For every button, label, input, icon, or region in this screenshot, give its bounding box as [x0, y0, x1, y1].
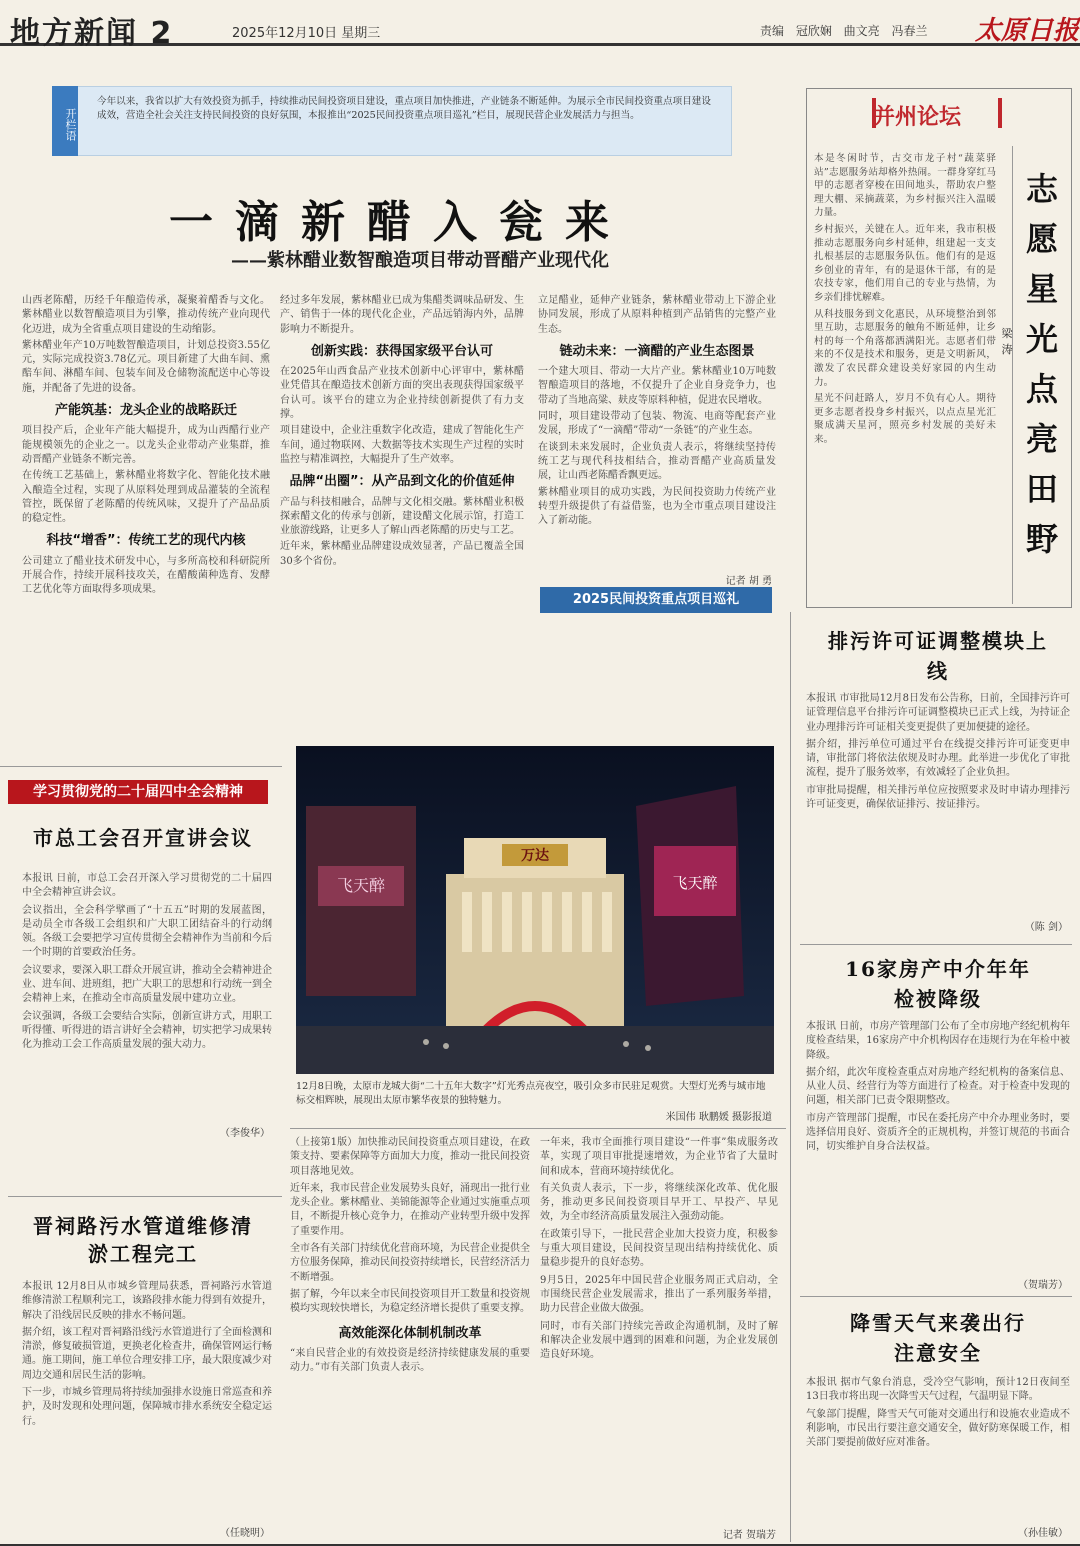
section-divider: [290, 1128, 786, 1129]
paragraph: 立足醋业，延伸产业链条，紫林醋业带动上下游企业协同发展，形成了从原料种植到产品销售的完整产业生态。: [538, 295, 776, 335]
column-intro-box: [52, 86, 732, 156]
paragraph: 一年来，我市全面推行项目建设“一件事”集成服务改革，实现了项目审批提速增效，为企业节省了大量时间和成本，营商环境持续优化。: [540, 1137, 778, 1177]
section-title: [10, 8, 173, 52]
article-byline: （陈 剑）: [1024, 922, 1068, 933]
lead-column-2: [280, 294, 524, 670]
paragraph: 乡村振兴，关键在人。近年来，我市积极推动志愿服务向乡村延伸，组建起一支支扎根基层的志愿服务队伍。他们有的是返乡创业的青年，有的是退休干部，有的是农技专家，他们用自己的专业与热情，为乡亲们排忧解难。: [814, 223, 996, 303]
lead-subheadline: ——紫林醋业数智酿造项目带动晋醋产业现代化: [231, 250, 609, 271]
forum-tag: 并州论坛: [873, 105, 962, 130]
article-byline: 记者 贺瑞芳: [722, 1530, 776, 1541]
paragraph: 本报讯 日前，市总工会召开深入学习贯彻党的二十届四中全会精神宣讲会议。: [22, 873, 272, 899]
photo-credit: 米国伟 耿鹏媛 摄影报道: [665, 1112, 772, 1123]
article-title: 排污许可证调整模块上线: [828, 629, 1048, 683]
paragraph: 全市各有关部门持续优化营商环境，为民营企业提供全方位服务保障，推动民间投资持续增长，民营经济活力不断增强。: [290, 1243, 530, 1283]
news-photo: [296, 746, 774, 1074]
paragraph: 经过多年发展，紫林醋业已成为集醋类调味品研发、生产、销售于一体的现代化企业，产品远销海内外，品牌影响力不断提升。: [280, 295, 524, 335]
series-banner: 2025民间投资重点项目巡礼: [540, 587, 772, 613]
paragraph: 在政策引导下，一批民营企业加大投资力度，积极参与重大项目建设，民间投资呈现出结构持续优化、质量稳步提升的良好态势。: [540, 1228, 778, 1269]
paragraph: 市房产管理部门提醒，市民在委托房产中介办理业务时，要选择信用良好、资质齐全的正规机构，并签订规范的书面合同，切实维护自身合法权益。: [806, 1112, 1070, 1153]
article-byline: （孙佳敏）: [1018, 1528, 1068, 1539]
section-heading: 科技“增香”：传统工艺的现代内核: [46, 533, 246, 549]
paragraph: 本是冬闲时节，古交市龙子村“蔬菜驿站”志愿服务站却格外热闹。一群身穿红马甲的志愿者穿梭在田间地头，帮助农户整理大棚、采摘蔬菜，为乡村振兴注入温暖力量。: [814, 153, 996, 219]
paragraph: 公司建立了醋业技术研发中心，与多所高校和科研院所开展合作，持续开展科技攻关，在醋酸菌种选育、发酵工艺优化等方面取得多项成果。: [22, 555, 270, 596]
paragraph: 本报讯 12月8日从市城乡管理局获悉，晋祠路污水管道维修清淤工程顺利完工，该路段排水能力得到有效提升，解决了沿线居民反映的排水不畅问题。: [22, 1281, 272, 1321]
lead-column-1: [22, 294, 270, 670]
section-name: 地方新闻: [10, 16, 138, 51]
article-title: 晋祠路污水管道维修清淤工程完工: [33, 1214, 253, 1266]
section-heading: 品牌“出圈”：从产品到文化的价值延伸: [289, 474, 515, 490]
paragraph: 近年来，我市民营企业发展势头良好，涌现出一批行业龙头企业。紫林醋业、美锦能源等企业通过实施重点项目，不断提升核心竞争力，在推动产业转型升级中发挥了重要作用。: [290, 1182, 530, 1237]
article-body: [22, 1280, 272, 1526]
section-heading: 链动未来：一滴醋的产业生态图景: [559, 343, 755, 359]
paragraph: 本报讯 日前，市房产管理部门公布了全市房地产经纪机构年度检查结果，16家房产中介机构因存在违规行为在年检中被降级。: [806, 1021, 1070, 1061]
paragraph: 会议强调，各级工会要结合实际，创新宣讲方式，用职工听得懂、听得进的语言讲好全会精神，切实把学习成果转化为推动工会工作高质量发展的强大动力。: [22, 1010, 272, 1051]
forum-author: 梁涛: [1001, 327, 1013, 356]
paragraph: 星光不问赶路人，岁月不负有心人。期待更多志愿者投身乡村振兴，以点点星光汇聚成满天星河，照亮乡村发展的美好未来。: [814, 393, 996, 445]
paragraph: 在谈到未来发展时，企业负责人表示，将继续坚持传统工艺与现代科技相结合，推动晋醋产业高质量发展，让山西老陈醋香飘更远。: [538, 441, 776, 482]
issue-date: 2025年12月10日 星期三: [232, 26, 381, 41]
article-byline: （李俊华）: [220, 1128, 270, 1139]
paragraph: 近年来，紫林醋业品牌建设成效显著，产品已覆盖全国30多个省份。: [280, 541, 524, 567]
paragraph: 同时，项目建设带动了包装、物流、电商等配套产业发展，形成了“一滴醋”带动“一条链”的产业生态。: [538, 411, 776, 437]
forum-title: 志愿星光点亮田野: [1025, 170, 1058, 558]
paragraph: 据介绍，此次年度检查重点对房地产经纪机构的备案信息、从业人员、经营行为等方面进行了检查。对于检查中发现的问题，相关部门已责令限期整改。: [806, 1066, 1070, 1107]
article-body: [806, 1020, 1070, 1272]
paragraph: 下一步，市城乡管理局将持续加强排水设施日常巡查和养护，及时发现和处理问题，保障城市排水系统安全稳定运行。: [22, 1387, 272, 1427]
page-header: [0, 0, 1080, 51]
section-divider: [800, 1296, 1072, 1297]
led-screen-right: 飞天醉: [672, 874, 718, 892]
paragraph: 9月5日，2025年中国民营企业服务周正式启动，全市围绕民营企业发展需求，推出了一系列服务举措，助力民营企业做大做强。: [540, 1274, 778, 1315]
paragraph: “来自民营企业的有效投资是经济持续健康发展的重要动力。”市有关部门负责人表示。: [290, 1347, 530, 1374]
paragraph: 气象部门提醒，降雪天气可能对交通出行和设施农业造成不利影响，市民出行要注意交通安全，做好防寒保暖工作，相关部门要提前做好应对准备。: [806, 1408, 1070, 1449]
lead-column-3: [538, 294, 776, 584]
paragraph: 紫林醋业项目的成功实践，为民间投资助力传统产业转型升级提供了有益借鉴，也为全市重点项目建设注入了新动能。: [538, 486, 776, 527]
lead-byline: 记者 胡 勇: [725, 576, 772, 587]
paragraph: 产品与科技相融合，品牌与文化相交融。紫林醋业积极探索醋文化的传承与创新，建设醋文化展示馆，打造工业旅游线路，让更多人了解山西老陈醋的历史与工艺。: [280, 496, 524, 537]
lead-headline: 一滴新醋入瓮来: [169, 197, 631, 248]
article-title: 16家房产中介年年检被降级: [845, 957, 1031, 1011]
paragraph: 项目投产后，企业年产能大幅提升，成为山西醋行业产能规模领先的企业之一。以龙头企业带动产业集群，推动晋醋产业链条不断完善。: [22, 425, 270, 465]
paragraph: 在2025年山西食品产业技术创新中心评审中，紫林醋业凭借其在酿造技术创新方面的突出表现获得国家级平台认可。该平台的建立为企业持续创新提供了有力支撑。: [280, 366, 524, 421]
paragraph: 项目建设中，企业注重数字化改造，建成了智能化生产车间，通过物联网、大数据等技术实现生产过程的实时监控与精准调控，大幅提升了生产效率。: [280, 425, 524, 465]
photo-caption: 12月8日晚，太原市龙城大街“二十五年大数字”灯光秀点亮夜空，吸引众多市民驻足观赏。大型灯光秀与城市地标交相辉映，展现出太原市繁华夜景的独特魅力。: [296, 1081, 766, 1106]
paragraph: 会议要求，要深入职工群众开展宣讲，推动全会精神进企业、进车间、进班组，把广大职工的思想和行动统一到全会精神上来，在推动全市高质量发展中建功立业。: [22, 964, 272, 1005]
night-building-photo: [296, 746, 774, 1074]
paragraph: 山西老陈醋，历经千年酿造传承，凝聚着醋香与文化。紫林醋业以数智酿造项目为引擎，推动传统产业向现代化迈进，成为全省重点项目建设的生动缩影。: [22, 295, 270, 335]
section-heading: 产能筑基：龙头企业的战略跃迁: [54, 403, 237, 419]
paragraph: 有关负责人表示，下一步，将继续深化改革、优化服务，推动更多民间投资项目早开工、早投产、早见效，为全市经济高质量发展注入强劲动能。: [540, 1182, 778, 1223]
section-divider: [8, 1196, 282, 1197]
continuation-column-1: [290, 1136, 530, 1536]
paragraph: 市审批局提醒，相关排污单位应按照要求及时申请办理排污许可证变更，确保依证排污、按证排污。: [806, 784, 1070, 811]
column-intro-tag: 开栏语: [52, 86, 78, 156]
column-divider: [1012, 146, 1013, 604]
led-screen-left: 飞天醉: [336, 876, 386, 895]
forum-body: [814, 152, 996, 604]
paragraph: 紫林醋业年产10万吨数智酿造项目，计划总投资3.55亿元，实际完成投资3.78亿元。项目新建了大曲车间、熏醅车间、淋醋车间、包装车间及仓储物流配送中心等设施，并配备了先进的设备。: [22, 339, 270, 394]
column-divider: [790, 612, 791, 1542]
editors-line: 责编 冠欣娴 曲文亮 冯春兰: [760, 24, 928, 38]
article-byline: （贺瑞芳）: [1018, 1280, 1068, 1291]
paragraph: 本报讯 市审批局12月8日发布公告称，日前，全国排污许可证管理信息平台排污许可证调整模块已正式上线，为持证企业办理排污许可证相关变更提供了更加便捷的途径。: [806, 693, 1070, 733]
page-number: 2: [150, 16, 174, 51]
paragraph: 从科技服务到文化惠民，从环境整治到邻里互助，志愿服务的触角不断延伸，让乡村的每一个角落都洒满阳光。志愿者们带来的不仅是技术和服务，更是文明新风，激发了农民群众建设美好家园的内生动力。: [814, 308, 996, 388]
paragraph: 据介绍，该工程对晋祠路沿线污水管道进行了全面检测和清淤，修复破损管道，更换老化检查井，确保管网运行畅通。施工期间，施工单位合理安排工序，最大限度减少对周边交通和居民生活的影响。: [22, 1326, 272, 1381]
paragraph: 本报讯 据市气象台消息，受冷空气影响，预计12日夜间至13日我市将出现一次降雪天气过程，气温明显下降。: [806, 1377, 1070, 1403]
section-divider: [0, 766, 282, 767]
building-sign: 万达: [521, 848, 549, 864]
paragraph: 据介绍，排污单位可通过平台在线提交排污许可证变更申请，审批部门将依法依规及时办理。此举进一步优化了审批流程，提升了服务效率，有效减轻了企业负担。: [806, 738, 1070, 779]
continuation-column-2: [540, 1136, 778, 1516]
article-title: 降雪天气来袭出行注意安全: [850, 1311, 1026, 1365]
paragraph: 同时，市有关部门持续完善政企沟通机制，及时了解和解决企业发展中遇到的困难和问题，为企业发展创造良好环境。: [540, 1320, 778, 1361]
topic-banner: 学习贯彻党的二十届四中全会精神: [8, 780, 268, 804]
paragraph: （上接第1版）加快推动民间投资重点项目建设，在政策支持、要素保障等方面加大力度，推动一批民间投资项目落地见效。: [290, 1137, 530, 1177]
section-heading: 高效能深化体制机制改革: [338, 1325, 482, 1341]
article-title: 市总工会召开宣讲会议: [33, 826, 253, 850]
section-heading: 创新实践：获得国家级平台认可: [310, 343, 493, 359]
paragraph: 在传统工艺基础上，紫林醋业将数字化、智能化技术融入酿造全过程，实现了从原料处理到成品灌装的全流程管控，既保留了老陈醋的传统风味，又提升了产品品质的稳定性。: [22, 470, 270, 525]
paragraph: 会议指出，全会科学擘画了“十五五”时期的发展蓝图，是动员全市各级工会组织和广大职工团结奋斗的行动纲领。各级工会要把学习宣传贯彻全会精神作为当前和今后一个时期的首要政治任务。: [22, 904, 272, 959]
article-body: [22, 872, 272, 1134]
section-divider: [800, 944, 1072, 945]
forum-tag-bar: [998, 98, 1002, 128]
paragraph: 据了解，今年以来全市民间投资项目开工数量和投资规模均实现较快增长，为稳定经济增长提供了重要支撑。: [290, 1288, 530, 1315]
column-intro-text: 今年以来，我省以扩大有效投资为抓手，持续推动民间投资项目建设，重点项目加快推进，产业链条不断延伸。为展示全市民间投资重点项目建设成效，营造全社会关注支持民间投资的良好氛围，本报推出“2025民间投资重点项目巡礼”栏目，展现民营企业发展活力与担当。: [97, 96, 711, 121]
newspaper-logo: 太原日报: [975, 16, 1080, 46]
article-body: [806, 1376, 1070, 1522]
paragraph: 一个建大项目、带动一大片产业。紫林醋业10万吨数智酿造项目的落地，不仅提升了企业自身竞争力，也带动了当地高粱、麸皮等原料种植，促进农民增收。: [538, 366, 776, 406]
article-byline: （任晓明）: [220, 1528, 270, 1539]
article-body: [806, 692, 1070, 914]
